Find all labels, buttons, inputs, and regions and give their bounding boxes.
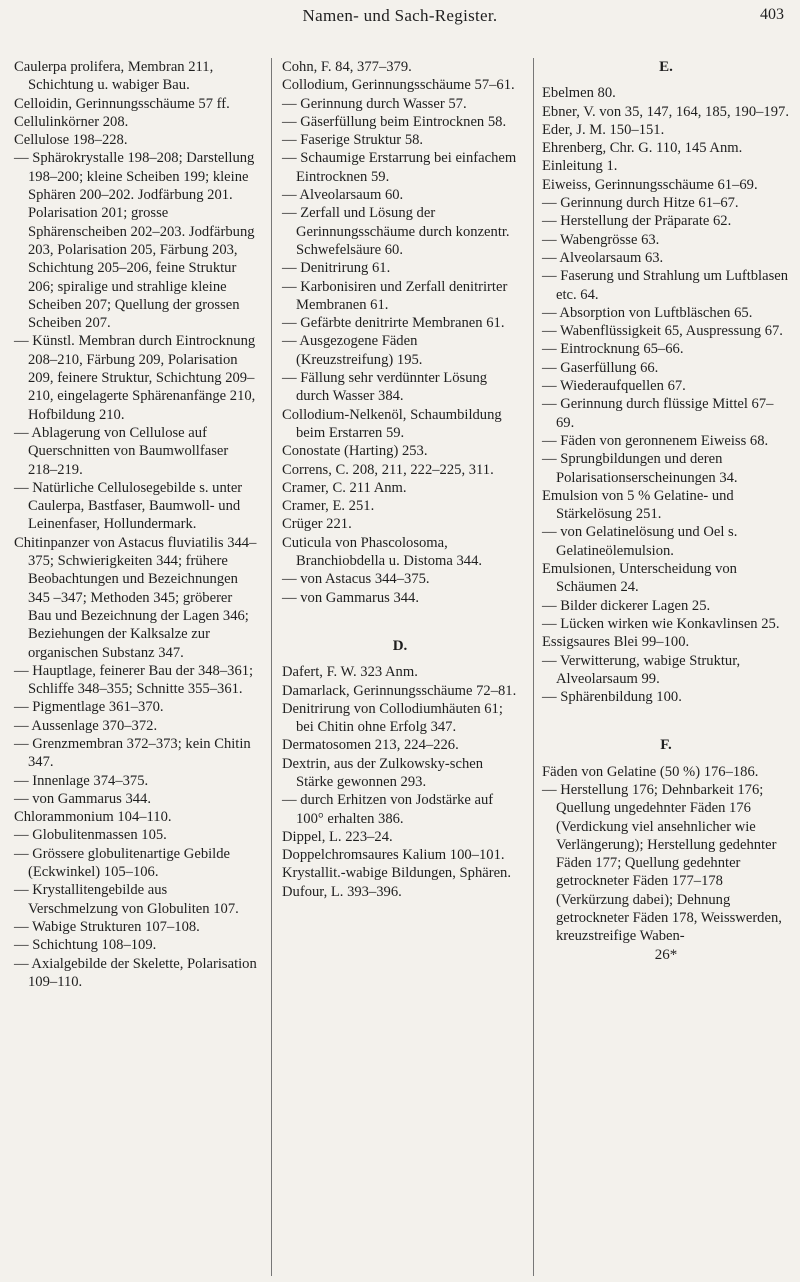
index-entry: — Fällung sehr verdünnter Lösung durch Wasser 384.: [282, 370, 488, 405]
index-entry: Eder, J. M. 150–151.: [542, 121, 665, 138]
index-entry: — Absorption von Luftbläschen 65.: [542, 304, 753, 321]
index-entry: Krystallit.-wabige Bildungen, Sphären.: [282, 865, 511, 882]
index-entry: — Faserige Struktur 58.: [282, 132, 424, 149]
index-entry: Dippel, L. 223–24.: [282, 828, 393, 845]
index-entry: — Denitrirung 61.: [282, 260, 391, 277]
page-header: [0, 4, 800, 28]
index-entry: Essigsaures Blei 99–100.: [542, 634, 690, 651]
index-entry: — Innenlage 374–375.: [14, 772, 149, 789]
index-entry: — Hauptlage, feinerer Bau der 348–361; Schliffe 348–355; Schnitte 355–361.: [14, 662, 254, 698]
index-entry: — von Astacus 344–375.: [282, 571, 430, 588]
index-entry: — Natürliche Cellulosegebilde s. unter Caulerpa, Bastfaser, Baumwoll- und Leinenfaser, Hollundermark.: [14, 479, 243, 533]
index-entry: Crüger 221.: [282, 516, 352, 533]
index-entry: Collodium, Gerinnungsschäume 57–61.: [282, 77, 515, 94]
index-entry: — Gefärbte denitrirte Membranen 61.: [282, 315, 505, 332]
index-entry: — Gaserfüllung 66.: [542, 359, 659, 376]
index-column-2: [282, 58, 518, 901]
index-entry: Cramer, E. 251.: [282, 498, 375, 515]
index-entry: Conostate (Harting) 253.: [282, 443, 428, 460]
index-entry: — Gerinnung durch flüssige Mittel 67–69.: [542, 396, 774, 431]
index-entry: — Alveolarsaum 63.: [542, 249, 664, 266]
index-entry: — Wabengrösse 63.: [542, 231, 660, 248]
index-entry: Chitinpanzer von Astacus fluviatilis 344–375; Schwierigkeiten 344; frühere Beobachtungen und Bezeichnungen 345 –347; Methoden 345; gröberer Bau und Bezeichnung der Lagen 346; Beziehungen der Kalksalze zur organischen Substanz 347.: [14, 534, 257, 661]
index-entry: Celloidin, Gerinnungsschäume 57 ff.: [14, 95, 230, 112]
index-entry: — Schichtung 108–109.: [14, 937, 157, 954]
section-heading-f: F.: [660, 737, 672, 754]
index-entry: Ehrenberg, Chr. G. 110, 145 Anm.: [542, 140, 743, 157]
index-entry: Ebelmen 80.: [542, 85, 616, 102]
index-column-3: [542, 58, 790, 964]
index-entry: — Herstellung 176; Dehnbarkeit 176; Quellung ungedehnter Fäden 176 (Verdickung viel ansehnlicher wie Verlängerung); Herstellung gedehnter Fäden 177; Quellung gedehnter getrockneter Fäden 177–178 (Verkürzung dabei); Dehnung getrockneter Fäden 178, Weisswerden, kreuzstreifige Waben-: [542, 781, 782, 945]
index-entry: Dafert, F. W. 323 Anm.: [282, 664, 418, 681]
index-entry: — Bilder dickerer Lagen 25.: [542, 597, 711, 614]
index-entry: — Karbonisiren und Zerfall denitrirter Membranen 61.: [282, 278, 508, 313]
index-entry: — Aussenlage 370–372.: [14, 717, 158, 734]
page-number: 403: [760, 6, 784, 23]
index-entry: — Sprungbildungen und deren Polarisationserscheinungen 34.: [542, 451, 738, 486]
index-entry: — Wabenflüssigkeit 65, Auspressung 67.: [542, 323, 783, 340]
section-heading-d: D.: [392, 637, 408, 654]
index-entry: — Schaumige Erstarrung bei einfachem Eintrocknen 59.: [282, 150, 517, 185]
index-entry: Cuticula von Phascolosoma, Branchiobdella u. Distoma 344.: [282, 534, 483, 570]
index-entry: — Alveolarsaum 60.: [282, 187, 404, 204]
index-entry: — Sphärokrystalle 198–208; Darstellung 198–200; kleine Scheiben 199; kleine Sphären 200–202. Jodfärbung 201. Polarisation 201; grosse Sphärenscheiben 202–203. Jodfärbung 203, Polarisation 205, Färbung 203, Schichtung 205–206, feine Struktur 206; spiralige und strahlige kleine Scheiben 207; Quellung der grossen Scheiben 207.: [14, 150, 255, 332]
index-entry: — Verwitterung, wabige Struktur, Alveolarsaum 99.: [542, 652, 741, 687]
index-entry: — durch Erhitzen von Jodstärke auf 100° erhalten 386.: [282, 792, 494, 827]
index-entry: Collodium-Nelkenöl, Schaumbildung beim Erstarren 59.: [282, 406, 502, 441]
index-entry: — Eintrocknung 65–66.: [542, 341, 684, 358]
column-divider: [533, 58, 534, 1276]
index-entry: Denitrirung von Collodiumhäuten 61; bei Chitin ohne Erfolg 347.: [282, 700, 503, 736]
index-entry: Dextrin, aus der Zulkowsky-schen Stärke gewonnen 293.: [282, 755, 484, 790]
index-entry: Fäden von Gelatine (50 %) 176–186.: [542, 763, 759, 780]
index-entry: Dermatosomen 213, 224–226.: [282, 737, 459, 754]
index-entry: — Ablagerung von Cellulose auf Querschnitten von Baumwollfaser 218–219.: [14, 424, 229, 478]
index-entry: Cellulinkörner 208.: [14, 113, 129, 130]
index-entry: — Krystallitengebilde aus Verschmelzung von Globuliten 107.: [14, 882, 239, 917]
index-entry: — Grössere globulitenartige Gebilde (Eckwinkel) 105–106.: [14, 845, 231, 881]
index-entry: — von Gelatinelösung und Oel s. Gelatineölemulsion.: [542, 524, 738, 559]
index-entry: — Axialgebilde der Skelette, Polarisation 109–110.: [14, 955, 257, 990]
index-entry: — Gäserfüllung beim Eintrocknen 58.: [282, 113, 507, 130]
index-entry: Einleitung 1.: [542, 158, 618, 175]
index-entry: — Herstellung der Präparate 62.: [542, 213, 732, 230]
index-entry: — Künstl. Membran durch Eintrocknung 208–210, Färbung 209, Polarisation 209, feinere Struktur, Schichtung 209–210, eingelagerte Sphärenanfänge 210, Hofbildung 210.: [14, 333, 256, 423]
index-entry: — von Gammarus 344.: [282, 589, 420, 606]
index-entry: Cohn, F. 84, 377–379.: [282, 59, 412, 75]
index-entry: — von Gammarus 344.: [14, 790, 152, 807]
index-entry: Cramer, C. 211 Anm.: [282, 479, 407, 496]
index-entry: Doppelchromsaures Kalium 100–101.: [282, 847, 505, 864]
index-entry: Damarlack, Gerinnungsschäume 72–81.: [282, 682, 517, 699]
index-entry: — Zerfall und Lösung der Gerinnungsschäume durch konzentr. Schwefelsäure 60.: [282, 205, 510, 258]
index-entry: Dufour, L. 393–396.: [282, 883, 402, 900]
index-entry: — Sphärenbildung 100.: [542, 689, 682, 706]
index-entry: Cellulose 198–228.: [14, 132, 128, 149]
index-entry: Chlorammonium 104–110.: [14, 809, 172, 826]
index-entry: — Ausgezogene Fäden (Kreuzstreifung) 195.: [282, 333, 423, 368]
index-entry: Emulsion von 5 % Gelatine- und Stärkelösung 251.: [542, 487, 734, 523]
index-entry: — Lücken wirken wie Konkavlinsen 25.: [542, 615, 780, 632]
index-entry: — Globulitenmassen 105.: [14, 827, 167, 844]
index-entry: — Fäden von geronnenem Eiweiss 68.: [542, 432, 769, 449]
index-entry: — Faserung und Strahlung um Luftblasen etc. 64.: [542, 268, 789, 303]
index-entry: — Gerinnung durch Hitze 61–67.: [542, 195, 739, 212]
index-entry: Correns, C. 208, 211, 222–225, 311.: [282, 461, 494, 478]
index-entry: — Grenzmembran 372–373; kein Chitin 347.: [14, 735, 251, 771]
column-divider: [271, 58, 272, 1276]
signature-mark: 26*: [654, 946, 678, 963]
index-entry: — Wiederaufquellen 67.: [542, 378, 686, 395]
index-entry: Caulerpa prolifera, Membran 211, Schichtung u. wabiger Bau.: [14, 59, 214, 94]
index-entry: Ebner, V. von 35, 147, 164, 185, 190–197.: [542, 103, 789, 120]
index-entry: Eiweiss, Gerinnungsschäume 61–69.: [542, 176, 758, 193]
index-column-1: [14, 58, 258, 991]
index-entry: Emulsionen, Unterscheidung von Schäumen 24.: [542, 561, 737, 596]
index-entry: — Pigmentlage 361–370.: [14, 699, 164, 716]
index-entry: — Wabige Strukturen 107–108.: [14, 918, 200, 935]
index-entry: — Gerinnung durch Wasser 57.: [282, 95, 467, 112]
running-title: Namen- und Sach-Register.: [302, 6, 498, 25]
section-heading-e: E.: [659, 59, 673, 75]
